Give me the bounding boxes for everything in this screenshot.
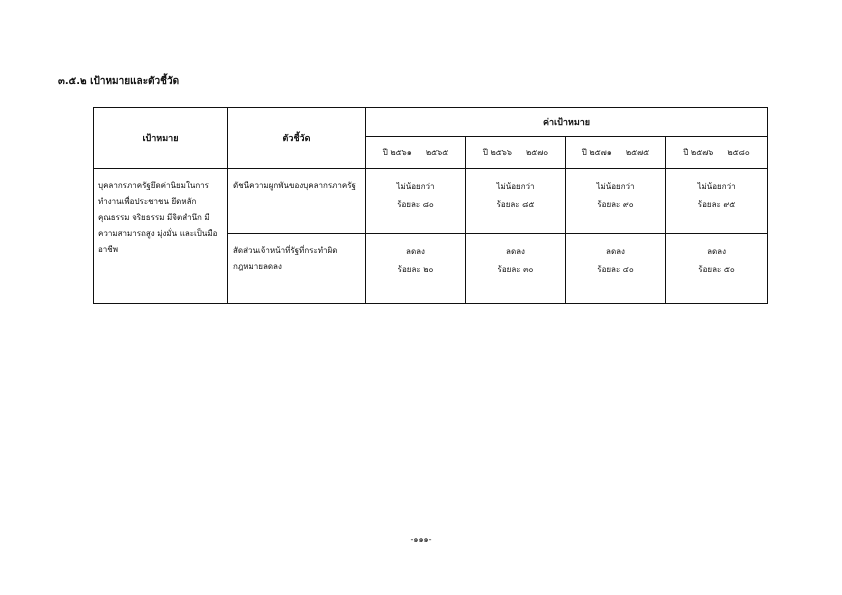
target-qualifier: ลดลง — [707, 247, 726, 256]
column-header-target: ค่าเป้าหมาย — [366, 108, 768, 137]
goal-cell: บุคลากรภาครัฐยึดค่านิยมในการทำงานเพื่อประชาชน ยึดหลักคุณธรรม จริยธรรม มีจิตสำนึก มีความสามารถสูง มุ่งมั่น และเป็นมืออาชีพ — [94, 169, 228, 304]
target-value: ร้อยละ ๘๐ — [397, 200, 434, 209]
period-start: ปี ๒๕๖๑ — [382, 148, 412, 158]
indicator-cell: สัดส่วนเจ้าหน้าที่รัฐที่กระทำผิดกฎหมายลดลง — [228, 234, 366, 304]
target-qualifier: ไม่น้อยกว่า — [496, 182, 535, 191]
period-start: ปี ๒๕๗๑ — [581, 148, 612, 158]
target-value-cell — [666, 169, 768, 234]
column-header-period-4 — [666, 137, 768, 169]
indicator-cell: ดัชนีความผูกพันของบุคลากรภาครัฐ — [228, 169, 366, 234]
target-value: ร้อยละ ๙๐ — [597, 200, 634, 209]
target-value-cell — [466, 169, 566, 234]
page-number: -๑๑๑- — [410, 535, 432, 544]
period-end: ๒๕๗๕ — [625, 148, 650, 158]
target-value-cell — [566, 234, 666, 304]
section-heading: ๓.๕.๒ เป้าหมายและตัวชี้วัด — [58, 76, 180, 87]
target-value: ร้อยละ ๓๐ — [497, 265, 534, 274]
goals-indicators-table — [93, 107, 768, 304]
column-header-period-3 — [566, 137, 666, 169]
target-value: ร้อยละ ๔๐ — [597, 265, 634, 274]
target-value: ร้อยละ ๙๕ — [697, 200, 736, 209]
target-value-cell — [366, 169, 466, 234]
column-header-goal: เป้าหมาย — [94, 108, 228, 169]
target-value: ร้อยละ ๒๐ — [397, 265, 434, 274]
period-start: ปี ๒๕๗๖ — [683, 148, 714, 158]
target-value-cell — [666, 234, 768, 304]
target-value-cell — [566, 169, 666, 234]
target-qualifier: ลดลง — [606, 247, 625, 256]
target-value: ร้อยละ ๕๐ — [698, 265, 735, 274]
period-end: ๒๕๘๐ — [727, 148, 750, 158]
target-qualifier: ลดลง — [506, 247, 525, 256]
target-qualifier: ลดลง — [406, 247, 425, 256]
table-row — [94, 169, 768, 234]
column-header-indicator: ตัวชี้วัด — [228, 108, 366, 169]
period-end: ๒๕๗๐ — [525, 148, 549, 158]
target-qualifier: ไม่น้อยกว่า — [596, 182, 635, 191]
target-qualifier: ไม่น้อยกว่า — [697, 182, 736, 191]
target-value-cell — [466, 234, 566, 304]
column-header-period-1 — [366, 137, 466, 169]
target-value: ร้อยละ ๘๕ — [496, 200, 535, 209]
period-start: ปี ๒๕๖๖ — [482, 148, 512, 158]
target-value-cell — [366, 234, 466, 304]
column-header-period-2 — [466, 137, 566, 169]
period-end: ๒๕๖๕ — [425, 148, 449, 158]
target-qualifier: ไม่น้อยกว่า — [396, 182, 435, 191]
